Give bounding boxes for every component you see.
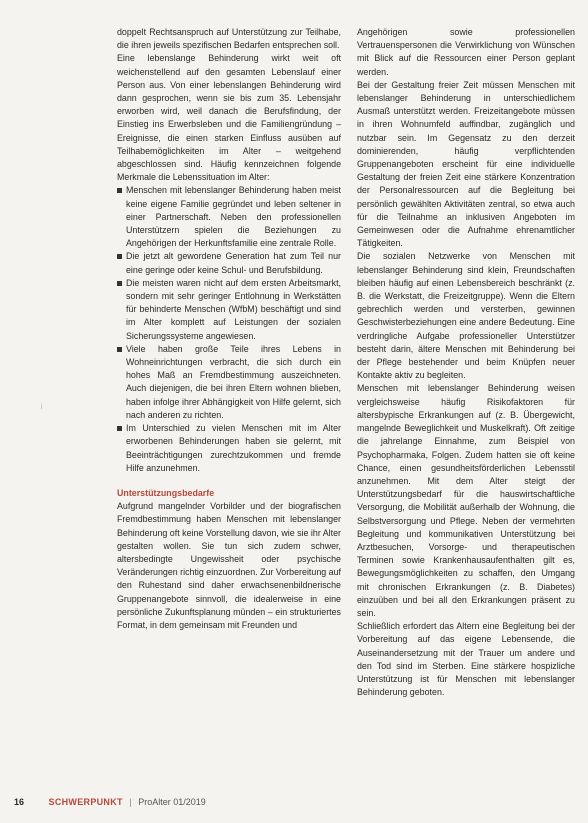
left-column bbox=[117, 26, 341, 632]
section-label: SCHWERPUNKT bbox=[48, 797, 123, 807]
issue-label: ProAlter 01/2019 bbox=[138, 797, 206, 807]
section-subheading: Unterstützungsbedarfe bbox=[117, 487, 215, 498]
characteristics-list bbox=[117, 184, 341, 474]
leisure-paragraph: Bei der Gestaltung freier Zeit müssen Menschen mit lebenslanger Behinderung in unterschiedlichem Ausmaß unterstützt werden. Freizeitangebote müssen in ihren Wohnumfeld auffindbar, zugänglich und nutzbar sein. Im Gegensatz zu den derzeit dominierenden, häufig verpflichtenden Gruppenangeboten erscheint für eine individuelle Gestaltung der freien Zeit eine stärkere Konzentration der Personalressourcen auf die Begleitung bei persönlich gewählten Aktivitäten zentral, so etwa auch für die Teilnahme an inklusiven Angeboten im Gemeinwesen oder die Aufnahme ehrenamtlicher Tätigkeiten. bbox=[357, 79, 575, 249]
footer-separator: | bbox=[129, 797, 132, 807]
support-paragraph: Aufgrund mangelnder Vorbilder und der biografischen Fremdbestimmung haben Menschen mit lebenslanger Behinderung oft keine Vorstellung davon, wie sie ihr Alter gestalten wollen. Sie tun sich zudem schwer, altersbedingte Ungewissheit oder psychische Veränderungen richtig einzuordnen. Zur Vorbereitung auf den Ruhestand sind daher erwachsenenbildnerische Gruppenangebote sinnvoll, die idealerweise in eine persönliche Zukunftsplanung münden – ein strukturiertes Format, in dem gemeinsam mit Freunden und bbox=[117, 501, 341, 630]
scan-mark: ¡ bbox=[40, 401, 43, 410]
health-risk-paragraph: Menschen mit lebenslanger Behinderung weisen vergleichsweise häufig Risikofaktoren für altersbypische Erkrankungen auf (z. B. Übergewicht, mangelnde Beweglichkeit und Muskelkraft). Oft zeitige die jahrelange Einnahme, zum Beispiel von Psychopharmaka, Folgen. Zudem hatten sie oft keine Chance, einen gesundheitsförderlichen Lebensstil anzunehmen. Mit dem Alter steigt der Unterstützungsbedarf für die hauswirtschaftliche Versorgung, die Mobilität außerhalb der Wohnung, die Selbstversorgung und Pflege. Neben der vermehrten Begleitung und kommunikativen Unterstützung bei Arztbesuchen, Vorsorge- und therapeutischen Terminen sowie Krankenhausaufenthalten gilt es, Bewegungsmöglichkeiten zu schaffen, den Umgang mit chronischen Erkrankungen (z. B. Diabetes) einzuüben und bei all den Erkrankungen präsent zu sein. bbox=[357, 383, 575, 618]
relatives-paragraph: Angehörigen sowie professionellen Vertrauenspersonen die Verwirklichung von Wünschen mit Blick auf die Ressourcen einer Person geplant werden. bbox=[357, 27, 575, 77]
end-of-life-paragraph: Schließlich erfordert das Altern eine Begleitung bei der Vorbereitung auf das eigene Lebensende, die Auseinandersetzung mit der Trauer um andere und den Tod sind im Sterben. Eine stärkere hospizliche Unterstützung ist für Menschen mit lebenslanger Behinderung geboten. bbox=[357, 621, 575, 698]
social-networks-paragraph: Die sozialen Netzwerke von Menschen mit lebenslanger Behinderung sind klein, Freundschaften bleiben häufig auf einen Lebensbereich beschränkt (z. B. die Werkstatt, die Freizeitgruppe). Wenn die Eltern gebrechlich werden und versterben, gewinnen Geschwisterbeziehungen eine andere Bedeutung. Eine verdringliche Aufgabe professioneller Unterstützer besteht darin, ältere Menschen mit Behinderung bei der Pflege bestehender und beim Knüpfen neuer Kontakte aktiv zu begleiten. bbox=[357, 251, 575, 381]
page-number: 16 bbox=[14, 797, 25, 807]
lifelong-disability-paragraph: Eine lebenslange Behinderung wirkt weit oft weichenstellend auf den gesamten Lebenslauf einer Person aus. Von einer lebenslangen Behinderung wird dann gesprochen, wenn sie bis zum 35. Lebensjahr erworben wird, weil danach die Berufsfindung, der Einstieg ins Erwerbsleben und die Familiengründung – Ereignisse, die einen starken Einfluss ausüben auf Teilhabemöglichkeiten im Alter – weitgehend abgeschlossen sind. Häufig kennzeichnen folgende Merkmale die Lebenssituation im Alter: bbox=[117, 53, 341, 183]
right-column bbox=[357, 26, 575, 699]
page-footer bbox=[14, 796, 206, 808]
intro-paragraph: doppelt Rechtsanspruch auf Unterstützung zur Teilhabe, die ihren jeweils spezifischen Bedarfen entsprechen soll. bbox=[117, 27, 341, 51]
list-item: Die meisten waren nicht auf dem ersten Arbeitsmarkt, sondern mit sehr geringer Entlohnung in Werkstätten für behinderte Menschen (WfbM) beschäftigt und sind im Alter komplett auf Leistungen der sozialen Sicherungssysteme angewiesen. bbox=[117, 277, 341, 343]
list-item: Die jetzt alt gewordene Generation hat zum Teil nur eine geringe oder keine Schul- und Berufsbildung. bbox=[117, 250, 341, 276]
list-item: Viele haben große Teile ihres Lebens in Wohneinrichtungen verbracht, die sich durch ein hohes Maß an Fremdbestimmung auszeichneten. Auch diejenigen, die bei ihren Eltern wohnen blieben, haben infolge ihrer Abhängigkeit von Hilfe gelernt, sich nach anderen zu richten. bbox=[117, 343, 341, 422]
list-item: Menschen mit lebenslanger Behinderung haben meist keine eigene Familie gegründet und leben seltener in einer Partnerschaft. Neben den professionellen Unterstützern spielen die Beziehungen zu Angehörigen der Herkunftsfamilie eine zentrale Rolle. bbox=[117, 184, 341, 250]
list-item: Im Unterschied zu vielen Menschen mit im Alter erworbenen Behinderungen haben sie gelernt, mit Beeinträchtigungen zurechtzukommen und fremde Hilfe anzunehmen. bbox=[117, 422, 341, 475]
